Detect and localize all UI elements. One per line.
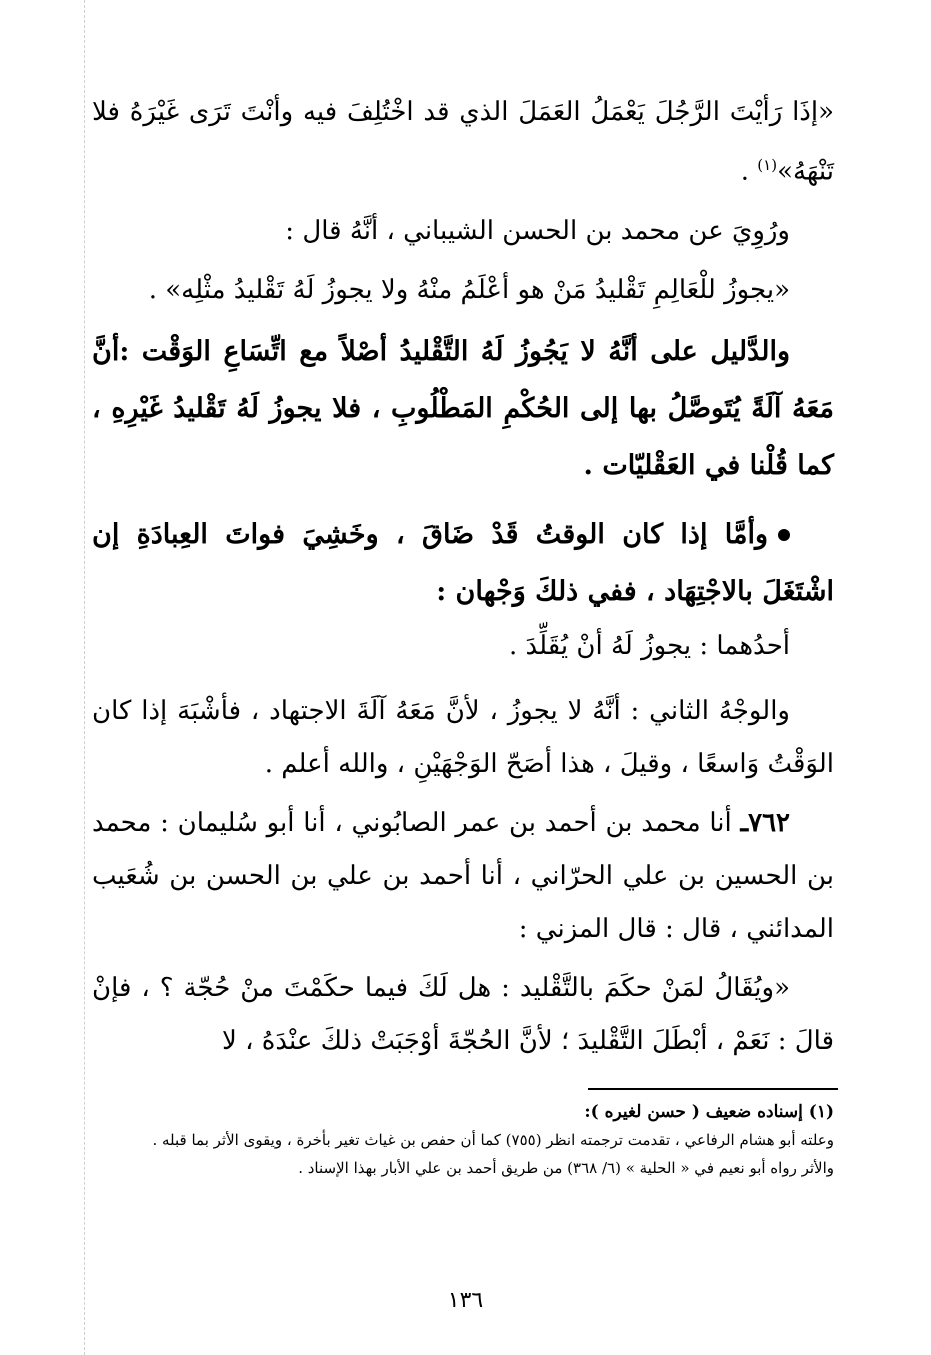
page-number: ١٣٦	[447, 1288, 484, 1313]
narration-paragraph: ورُوِيَ عن محمد بن الحسن الشيباني ، أنَّهُ قال :	[285, 215, 790, 246]
footnote-divider	[588, 1088, 838, 1090]
main-text	[92, 86, 834, 1068]
footnote-line-1: وعلته أبو هشام الرفاعي ، تقدمت ترجمته انظر (٧٥٥) كما أن حفص بن غياث تغير بأخرة ، ويقوى الأثر بما قبله .	[152, 1131, 834, 1149]
quote-paragraph-1: «إذَا رَأيْتَ الرَّجُلَ يَعْمَلُ العَمَلَ الذي قد اخْتُلِفَ فيه وأنْتَ تَرَى غَيْرَهُ فلا تَنْهَهُ»$^{(١)}$ .	[92, 97, 834, 187]
evidence-paragraph: والدَّليل على أنَّهُ لا يَجُوزُ لَهُ التَّقْليدُ أصْلاً مع اتِّسَاعِ الوَقْت :أنَّ مَعَهُ آلَةً يُتَوصَّلُ بها إلى الحُكْمِ المَطْلُوبِ ، فلا يجوزُ لَهُ تَقْليدُ غَيْرِهِ ، كما قُلْنا في العَقْليّات .	[92, 335, 834, 481]
quote-paragraph-3: «ويُقَالُ لمَنْ حكَمَ بالتَّقْليد : هل لَكَ فيما حكَمْتَ منْ حُجّة ؟ ، فإنْ قالَ : نَعَمْ ، أبْطَلَ التَّقْليدَ ؛ لأنَّ الحُجّةَ أوْجَبَتْ ذلكَ عنْدَهُ ، لا	[92, 972, 834, 1056]
footnote-marker: (١)	[757, 156, 778, 174]
chain-paragraph: ٧٦٢ـ أنا محمد بن أحمد بن عمر الصابُوني ، أنا أبو سُليمان : محمد بن الحسين بن علي الحرّاني ، أنا أحمد بن علي بن الحسن بن شُعَيب المدائني ، قال : قال المزني :	[92, 807, 834, 944]
first-view-paragraph: أحدُهما : يجوزُ لَهُ أنْ يُقَلِّدَ .	[508, 630, 790, 661]
quote-paragraph-2: «يجوزُ للْعَالِمِ تَقْليدُ مَنْ هو أعْلَمُ منْهُ ولا يجوزُ لَهُ تَقْليدُ مثْلِه» .	[148, 274, 790, 305]
hadith-number: ٧٦٢ـ	[740, 807, 791, 838]
second-view-paragraph: والوجْهُ الثاني : أنَّهُ لا يجوزُ ، لأنَّ مَعَهُ آلَةَ الاجتهاد ، فأشْبَهَ إذا كان الوَقْتُ وَاسعًا ، وقيلَ ، هذا أصَحّ الوَجْهَيْنِ ، والله أعلم .	[92, 695, 834, 779]
bullet-icon	[778, 529, 790, 541]
footnote-line-2: والأثر رواه أبو نعيم في « الحلية » (٦/ ٣٦٨) من طريق أحمد بن علي الأبار بهذا الإسناد .	[298, 1159, 834, 1177]
time-constraint-paragraph: وأمَّا إذا كان الوقتُ قَدْ ضَاقَ ، وخَشِيَ فواتَ العِبادَةِ إن اشْتَغَلَ بالاجْتِهَاد ، ففي ذلكَ وَجْهان :	[92, 518, 834, 607]
footnote-title: (١) إسناده ضعيف ( حسن لغيره ):	[584, 1102, 834, 1122]
footnotes	[84, 1098, 834, 1182]
